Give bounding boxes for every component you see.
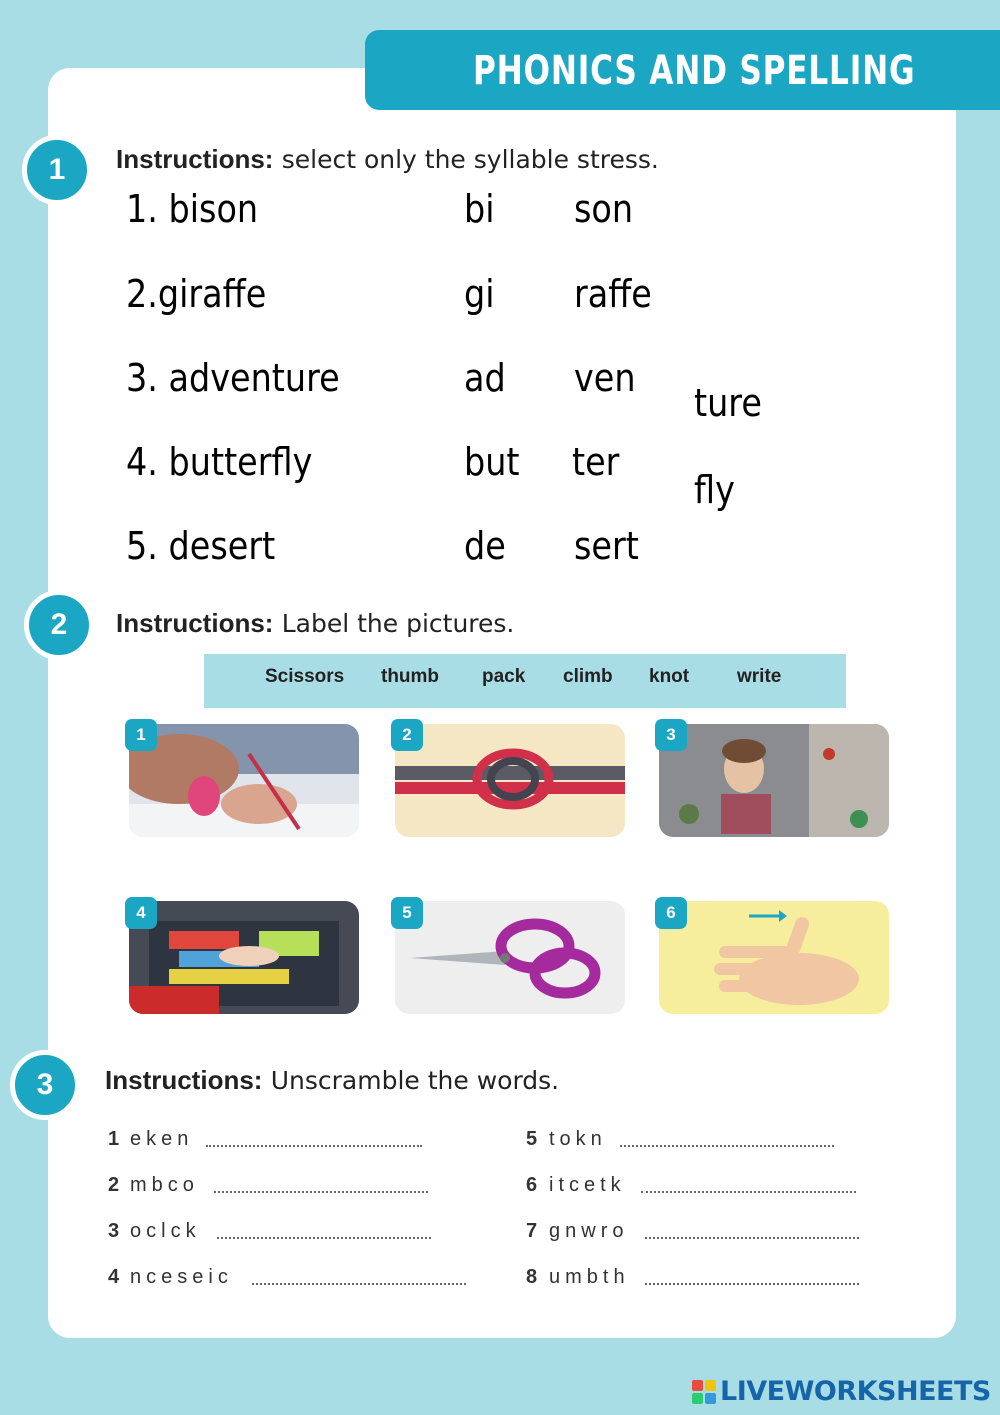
unscramble-number: 4 (108, 1266, 120, 1288)
writing-hand-photo (129, 724, 359, 837)
syllable-ter[interactable]: ter (572, 440, 620, 484)
picture-number: 1 (125, 719, 157, 751)
syllable-de[interactable]: de (464, 524, 506, 568)
syllable-raffe[interactable]: raffe (574, 272, 652, 316)
rope-knot-photo (395, 724, 625, 837)
hand-thumb-photo (659, 901, 889, 1014)
syllable-gi[interactable]: gi (464, 272, 495, 316)
scrambled-letters: umbth (549, 1266, 630, 1288)
page-title: PHONICS AND SPELLING (473, 48, 916, 94)
unscramble-number: 2 (108, 1174, 120, 1196)
scrambled-letters: gnwro (549, 1220, 629, 1242)
unscramble-number: 1 (108, 1128, 120, 1150)
logo-mark-icon (692, 1380, 716, 1404)
syllable-son[interactable]: son (574, 187, 634, 231)
answer-line[interactable] (252, 1283, 466, 1285)
section-3-number: 3 (10, 1050, 80, 1120)
word-bank-item: thumb (381, 666, 440, 687)
syllable-ture[interactable]: ture (694, 381, 762, 425)
picture-number: 3 (655, 719, 687, 751)
instruction-text: select only the syllable stress. (281, 145, 659, 174)
logo-text: LIVEWORKSHEETS (720, 1376, 991, 1407)
answer-line[interactable] (620, 1145, 834, 1147)
scissors-photo (395, 901, 625, 1014)
section-3-instruction (105, 1065, 559, 1096)
answer-line[interactable] (645, 1283, 859, 1285)
answer-line[interactable] (217, 1237, 431, 1239)
picture-number: 6 (655, 897, 687, 929)
scrambled-letters: eken (130, 1128, 194, 1150)
liveworksheets-logo[interactable] (692, 1376, 991, 1407)
scrambled-letters: nceseic (130, 1266, 233, 1288)
picture-number: 2 (391, 719, 423, 751)
instruction-text: Unscramble the words. (270, 1066, 560, 1095)
syllable-but[interactable]: but (464, 440, 520, 484)
word-adventure: 3. adventure (126, 356, 340, 400)
answer-line[interactable] (641, 1191, 856, 1193)
word-bank-item: pack (482, 666, 526, 687)
unscramble-number: 7 (526, 1220, 538, 1242)
answer-line[interactable] (206, 1145, 422, 1147)
picture-number: 5 (391, 897, 423, 929)
picture-number: 4 (125, 897, 157, 929)
syllable-fly[interactable]: fly (694, 468, 735, 512)
word-butterfly: 4. butterfly (126, 440, 313, 484)
word-bank-item: write (737, 666, 782, 687)
syllable-ad[interactable]: ad (464, 356, 506, 400)
title-banner (365, 30, 1000, 110)
word-bank-item: climb (563, 666, 613, 687)
scrambled-letters: mbco (130, 1174, 199, 1196)
section-2-number: 2 (24, 590, 94, 660)
unscramble-number: 8 (526, 1266, 538, 1288)
scrambled-letters: itcetk (549, 1174, 626, 1196)
instruction-label: Instructions: (116, 144, 274, 174)
packing-suitcase-photo (129, 901, 359, 1014)
word-bank-item: Scissors (265, 666, 345, 687)
syllable-ven[interactable]: ven (574, 356, 636, 400)
unscramble-number: 5 (526, 1128, 538, 1150)
section-1-instruction (116, 144, 659, 175)
word-desert: 5. desert (126, 524, 276, 568)
instruction-text: Label the pictures. (281, 609, 515, 638)
word-bank-item: knot (649, 666, 690, 687)
section-1-number: 1 (22, 135, 92, 205)
instruction-label: Instructions: (116, 608, 274, 638)
word-bison: 1. bison (126, 187, 259, 231)
scrambled-letters: oclck (130, 1220, 201, 1242)
instruction-label: Instructions: (105, 1065, 263, 1095)
section-2-instruction (116, 608, 514, 639)
word-bank (204, 654, 846, 708)
syllable-bi[interactable]: bi (464, 187, 495, 231)
answer-line[interactable] (645, 1237, 859, 1239)
word-giraffe: 2.giraffe (126, 272, 267, 316)
unscramble-number: 6 (526, 1174, 538, 1196)
girl-climbing-photo (659, 724, 889, 837)
syllable-sert[interactable]: sert (574, 524, 639, 568)
unscramble-number: 3 (108, 1220, 120, 1242)
answer-line[interactable] (214, 1191, 428, 1193)
scrambled-letters: tokn (549, 1128, 607, 1150)
